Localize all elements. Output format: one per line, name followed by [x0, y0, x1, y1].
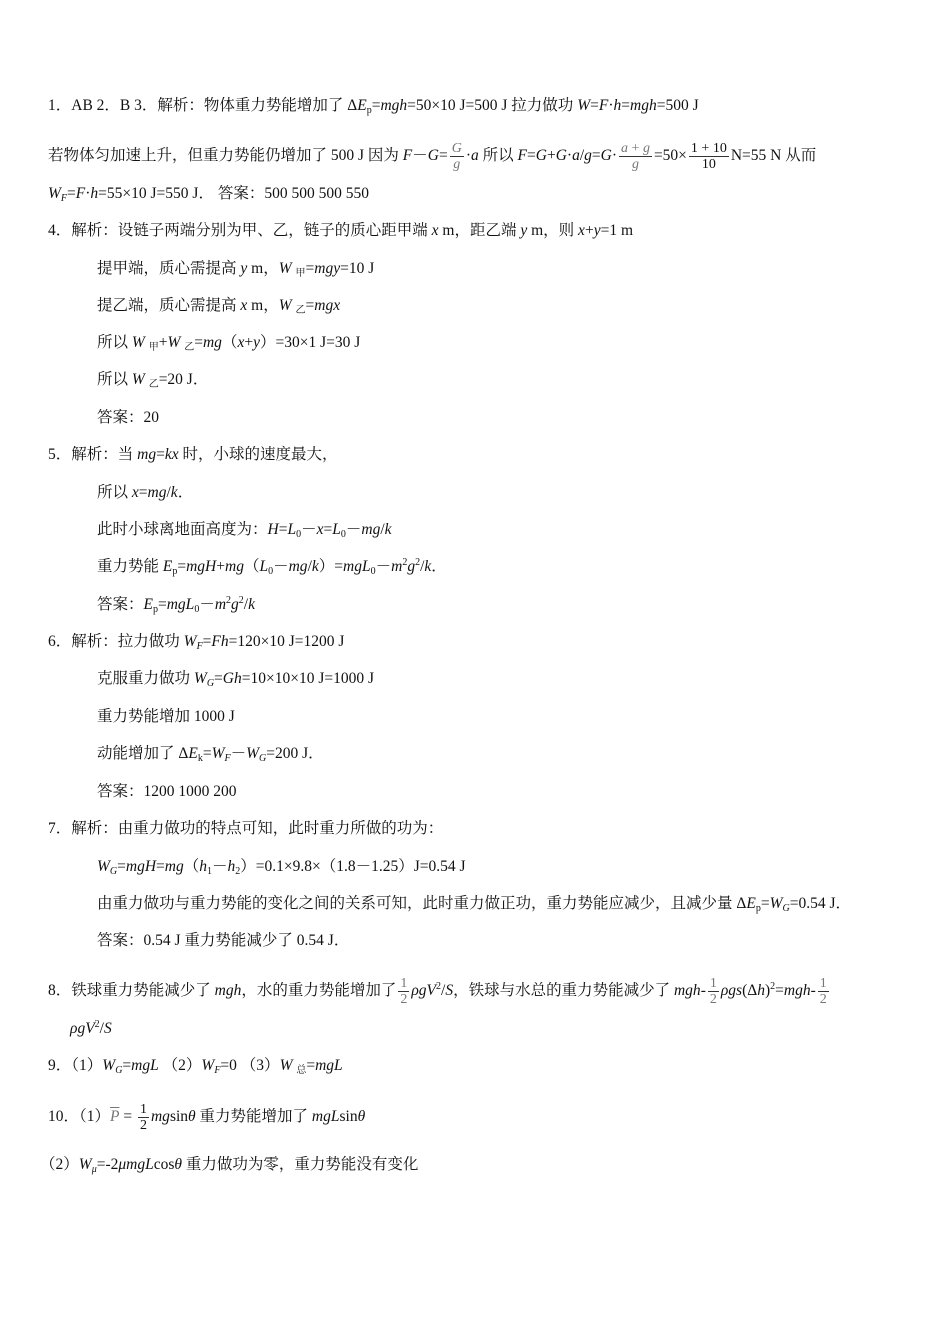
answer-6-line-3: 动能增加了 $\Delta E_k=W_F-W_G=200$ J．	[97, 745, 324, 764]
answer-6-final: 答案：1200 1000 200	[97, 783, 237, 800]
answer-7-line-1: $W_G=mgH=mg(h_1-h_2)=0.1\times 9.8\times(1.8-1.25)J=0.54$ J	[97, 858, 466, 877]
answer-4-line-4: 所以 W $_乙$=20 J．	[97, 371, 209, 390]
answer-6-intro: 6．解析：拉力做功 $W_F=Fh=120\times 10$ J=1200 J	[48, 633, 345, 652]
answer-10-part-1: 10．$(1)\overline{P}$ = $\frac{1}{2}$ mgsinθ 重力势能增加了 mgLsinθ	[48, 1102, 366, 1133]
answer-4-line-3: 所以 W $_甲$+W $_乙$=mg（x+y）=30×1 J=30 J	[97, 334, 361, 353]
answer-4-line-2: 提乙端，质心需提高 x m，W $_乙$=mgx	[97, 297, 341, 316]
answer-8-line-1: 8．铁球重力势能减少了 mgh，水的重力势能增加了 $\frac{1}{2}$ ρgV$^2$/S，铁球与水总的重力势能减少了 mgh- $\frac{1}{2}$ $\rho gs(\Delta h)^2=mgh-$ $\frac{1}{2}$	[48, 976, 827, 1007]
answer-7-final: 答案：0.54 J 重力势能减少了 0.54 J．	[97, 932, 350, 949]
answer-3-line-3: $W_F=F\cdot h=55\times 10$ J=550 J． 答案：500 500 500 550	[48, 185, 369, 204]
answer-4-line-1: 提甲端，质心需提高 y m，W $_甲$=mgy=10 J	[97, 260, 375, 279]
answer-8-line-2: ρgV$^2$/S	[70, 1019, 112, 1037]
answer-6-line-2: 重力势能增加 1000 J	[97, 708, 235, 725]
answer-5-line-2: 此时小球离地面高度为：$H=L_0-x=L_0-mg/k$	[97, 521, 392, 540]
answer-5-line-1: 所以 x=mg/k．	[97, 484, 194, 501]
answer-7-line-2: 由重力做功与重力势能的变化之间的关系可知，此时重力做正功，重力势能应减少，且减少量 $\Delta E_p=W_G=0.54$ J．	[97, 895, 852, 914]
answer-3-line-2: 若物体匀加速上升，但重力势能仍增加了 500 J 因为 F－G= $\frac{G}{g}$ ·a 所以 F=G+G·a/g=G· $\frac{a + g}{g}$ =50× $\frac{1 + 10}{10}$ N=55 N 从而	[48, 141, 817, 172]
answer-4-final: 答案：20	[97, 409, 160, 426]
answer-9: 9．$(1)W_G=mgL$ $(2)W_F=0$ （3）W $_总$=mgL	[48, 1057, 343, 1076]
answer-line-1-3: 1．AB 2．B 3．解析：物体重力势能增加了 $\Delta E_p=mgh=50\times 10$ J=500 J 拉力做功 W=F·h=mgh=500 J	[48, 97, 699, 116]
answer-5-line-3: 重力势能 $E_p=mgH+mg(L_0-mg/k)=mgL_0-m^2g^2/k$．	[97, 557, 447, 577]
answer-10-part-2: $(2)W_\mu=-2\mu mgLcos\theta$ 重力做功为零，重力势能没有变化	[40, 1156, 419, 1175]
answer-4-intro: 4．解析：设链子两端分别为甲、乙，链子的质心距甲端 x m，距乙端 y m，则 x+y=1 m	[48, 222, 634, 239]
answer-7-intro: 7．解析：由重力做功的特点可知，此时重力所做的功为：	[48, 820, 444, 837]
answer-6-line-1: 克服重力做功 $W_G=Gh=10\times 10\times 10$ J=1000 J	[97, 670, 375, 689]
answer-5-intro: 5．解析：当 mg=kx 时，小球的速度最大，	[48, 446, 338, 463]
answer-5-final: 答案：$E_p=mgL_0-m^2g^2/k$	[97, 595, 255, 615]
